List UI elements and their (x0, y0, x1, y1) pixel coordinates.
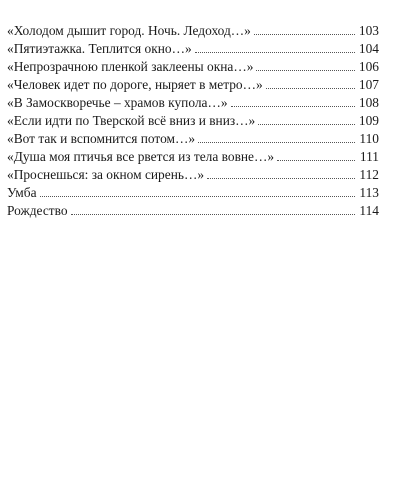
toc-dot-leader (195, 52, 355, 53)
toc-entry-title: «В Замоскворечье – храмов купола…» (7, 95, 228, 110)
toc-dot-leader (71, 214, 355, 215)
toc-entry-title: «Человек идет по дороге, ныряет в метро…» (7, 77, 263, 92)
toc-entry (7, 94, 379, 112)
toc-entry-page: 103 (358, 23, 379, 38)
toc-entry (7, 112, 379, 130)
toc-entry-title: Рождество (7, 203, 68, 218)
toc-entry-page: 113 (359, 185, 379, 200)
toc-entry (7, 166, 379, 184)
toc-entry-title: «Душа моя птичья все рвется из тела вовне…» (7, 149, 275, 164)
toc-dot-leader (277, 160, 355, 161)
toc-entry (7, 184, 379, 202)
toc-entry-title: Умба (7, 185, 37, 200)
toc-entry (7, 40, 379, 58)
toc-entry-page: 109 (358, 113, 379, 128)
toc-dot-leader (258, 124, 355, 125)
toc-dot-leader (207, 178, 355, 179)
toc-entry-title: «Вот так и вспомнится потом…» (7, 131, 196, 146)
toc-dot-leader (231, 106, 355, 107)
toc-entry (7, 130, 379, 148)
toc-entry-title: «Холодом дышит город. Ночь. Ледоход…» (7, 23, 251, 38)
toc-entry-title: «Проснешься: за окном сирень…» (7, 167, 205, 182)
toc-entry-page: 108 (358, 95, 379, 110)
toc-entry (7, 148, 379, 166)
toc-entry (7, 22, 379, 40)
toc-dot-leader (266, 88, 355, 89)
toc-entry-title: «Если идти по Тверской всё вниз и вниз…» (7, 113, 256, 128)
toc-entry (7, 202, 379, 220)
toc-entry-page: 111 (359, 149, 379, 164)
toc-entry-page: 106 (358, 59, 379, 74)
toc-entry-title: «Пятиэтажка. Теплится окно…» (7, 41, 192, 56)
toc-dot-leader (256, 70, 355, 71)
toc-entry (7, 76, 379, 94)
toc-entry-page: 110 (359, 131, 379, 146)
toc-entry-page: 114 (359, 203, 379, 218)
toc-entry-page: 112 (359, 167, 379, 182)
toc-dot-leader (254, 34, 355, 35)
toc-entry-page: 107 (358, 77, 379, 92)
toc-dot-leader (198, 142, 355, 143)
toc-dot-leader (40, 196, 355, 197)
table-of-contents (7, 22, 379, 220)
toc-entry (7, 58, 379, 76)
toc-entry-title: «Непрозрачною пленкой заклеены окна…» (7, 59, 254, 74)
toc-entry-page: 104 (358, 41, 379, 56)
